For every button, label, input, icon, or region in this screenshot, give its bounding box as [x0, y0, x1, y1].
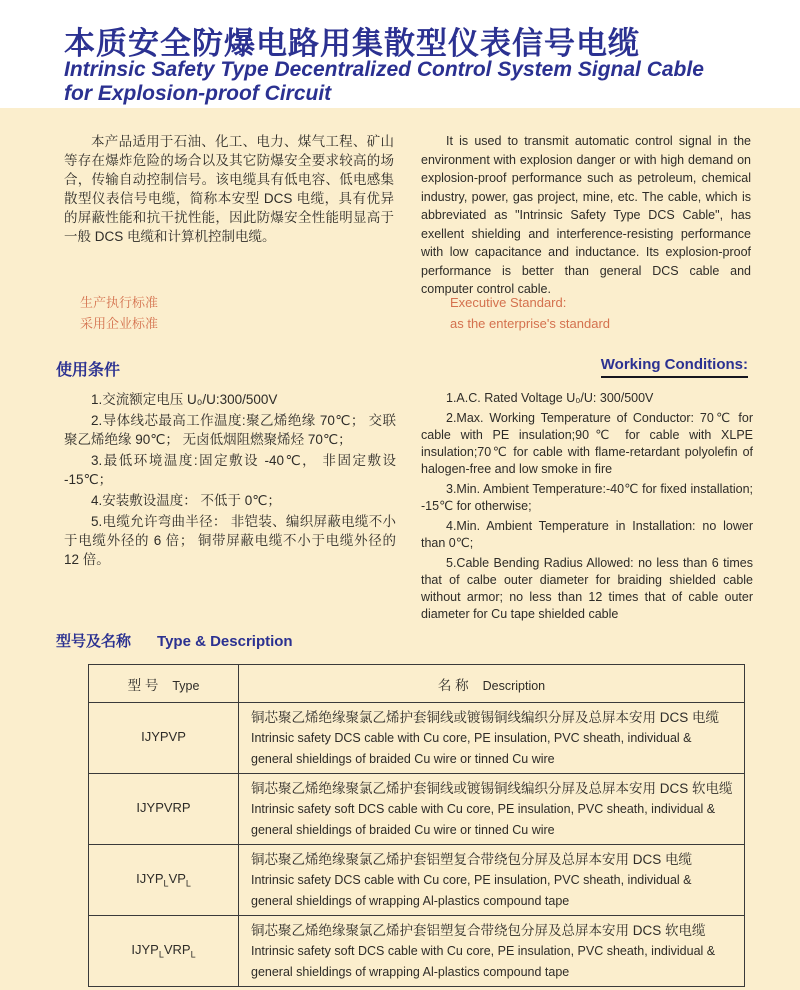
table-row	[89, 916, 745, 987]
cable-description	[239, 774, 745, 845]
intro-text-en: It is used to transmit automatic control signal in the environment with explosion danger or with high demand on explosion-proof performance such as petroleum, chemical industry, power, gas project, mine, etc. The cable, which is abbreviated as "Intrinsic Safety Type DCS Cable", has exellent shielding and interference-resisting performance with low capacitance and inductance. Its explosion-proof performance is better than general DCS cable and computer control cable.	[421, 134, 751, 296]
condition-item-en-1: 1.A.C. Rated Voltage U₀/U: 300/500V	[446, 391, 654, 405]
condition-item-en-2: 2.Max. Working Temperature of Conductor: 70℃ for cable with PE insulation;90℃ for cable with XLPE insulation;70℃ for cable with flame-retardant polyolefin of halogen-free and low smoke in fire	[421, 411, 753, 476]
cable-description	[239, 845, 745, 916]
column-header-type-zh: 型 号	[127, 677, 159, 693]
condition-item-en-3: 3.Min. Ambient Temperature:-40℃ for fixed installation; -15℃ for otherwise;	[421, 482, 753, 513]
type-heading-english: Type & Description	[157, 633, 293, 650]
condition-item-zh-2: 2.导体线芯最高工作温度:聚乙烯绝缘 70℃； 交联聚乙烯绝缘 90℃； 无卤低烟阻燃聚烯烃 70℃；	[64, 413, 396, 447]
intro-text-zh: 本产品适用于石油、化工、电力、煤气工程、矿山等存在爆炸危险的场合以及其它防爆安全要求较高的场合，传输自动控制信号。该电缆具有低电容、低电感集散型仪表信号电缆，简称本安型 DCS 电缆，具有优异的屏蔽性能和抗干扰性能，因此防爆安全性能明显高于一般 DCS 电缆和计算机控制电缆。	[64, 134, 394, 244]
page-title-english	[64, 58, 704, 106]
page-title-english-line2: for Explosion-proof Circuit	[64, 82, 332, 105]
working-conditions-list-english	[421, 390, 753, 626]
standard-zh-line2: 采用企业标准	[80, 316, 159, 331]
cable-description-en: Intrinsic safety soft DCS cable with Cu core, PE insulation, PVC sheath, individual & general shieldings of braided Cu wire or tinned Cu wire	[251, 802, 716, 837]
table-header-row	[89, 665, 745, 703]
page-title-english-line1: Intrinsic Safety Type Decentralized Control System Signal Cable	[64, 58, 704, 81]
column-header-description-zh: 名 称	[437, 677, 469, 693]
intro-paragraph-chinese	[64, 132, 394, 246]
condition-item-zh-3: 3.最低环境温度:固定敷设 -40℃， 非固定敷设 -15℃；	[64, 453, 396, 487]
standard-en-line1: Executive Standard:	[450, 295, 567, 310]
working-conditions-list-chinese	[64, 390, 396, 571]
column-header-description	[239, 665, 745, 703]
cable-type-code: $IJYP_LVP_L$	[89, 845, 239, 916]
executive-standard-english	[450, 292, 610, 334]
condition-item-en-4: 4.Min. Ambient Temperature in Installation: no lower than 0℃;	[421, 519, 753, 550]
column-header-description-en: Description	[482, 678, 546, 693]
type-description-table	[88, 664, 745, 987]
intro-paragraph-english	[421, 132, 751, 299]
condition-item-zh-5: 5.电缆允许弯曲半径： 非铠装、编织屏蔽电缆不小于电缆外径的 6 倍； 铜带屏蔽电缆不小于电缆外径的 12 倍。	[64, 514, 396, 567]
type-heading-chinese: 型号及名称	[56, 633, 132, 650]
cable-description-zh: 铜芯聚乙烯绝缘聚氯乙烯护套铜线或镀锡铜线编织分屏及总屏本安用 DCS 电缆	[251, 710, 720, 725]
cable-type-code: IJYPVRP	[89, 774, 239, 845]
table-row	[89, 774, 745, 845]
executive-standard-chinese	[80, 292, 158, 334]
column-header-type	[89, 665, 239, 703]
cable-description-en: Intrinsic safety DCS cable with Cu core, PE insulation, PVC sheath, individual & general shieldings of wrapping Al-plastics compound tape	[251, 873, 692, 908]
page-title-chinese: 本质安全防爆电路用集散型仪表信号电缆	[64, 26, 640, 61]
cable-type-code: $IJYP_LVRP_L$	[89, 916, 239, 987]
type-description-heading	[56, 630, 293, 651]
column-header-type-en: Type	[172, 678, 200, 693]
cable-description-en: Intrinsic safety DCS cable with Cu core, PE insulation, PVC sheath, individual & general shieldings of braided Cu wire or tinned Cu wire	[251, 731, 692, 766]
cable-description	[239, 916, 745, 987]
working-conditions-heading-english: Working Conditions:	[601, 356, 748, 378]
cable-description-zh: 铜芯聚乙烯绝缘聚氯乙烯护套铝塑复合带绕包分屏及总屏本安用 DCS 软电缆	[251, 923, 706, 938]
standard-zh-line1: 生产执行标准	[80, 295, 159, 310]
cable-description-en: Intrinsic safety soft DCS cable with Cu core, PE insulation, PVC sheath, individual & general shieldings of wrapping Al-plastics compound tape	[251, 944, 716, 979]
title-band	[0, 0, 800, 108]
table-row	[89, 703, 745, 774]
table-row	[89, 845, 745, 916]
working-conditions-heading-chinese: 使用条件	[56, 362, 121, 379]
condition-item-en-5: 5.Cable Bending Radius Allowed: no less than 6 times that of calbe outer diameter for braiding shielded cable without armor; no less than 12 times that of cable outer diameter for Cu tape shielded cable	[421, 556, 753, 621]
standard-en-line2: as the enterprise's standard	[450, 316, 611, 331]
cable-description	[239, 703, 745, 774]
cable-description-zh: 铜芯聚乙烯绝缘聚氯乙烯护套铜线或镀锡铜线编织分屏及总屏本安用 DCS 软电缆	[251, 781, 733, 796]
condition-item-zh-1: 1.交流额定电压 U₀/U:300/500V	[91, 392, 278, 407]
condition-item-zh-4: 4.安装敷设温度： 不低于 0℃；	[91, 493, 281, 508]
cable-description-zh: 铜芯聚乙烯绝缘聚氯乙烯护套铝塑复合带绕包分屏及总屏本安用 DCS 电缆	[251, 852, 693, 867]
cable-type-code: IJYPVP	[89, 703, 239, 774]
